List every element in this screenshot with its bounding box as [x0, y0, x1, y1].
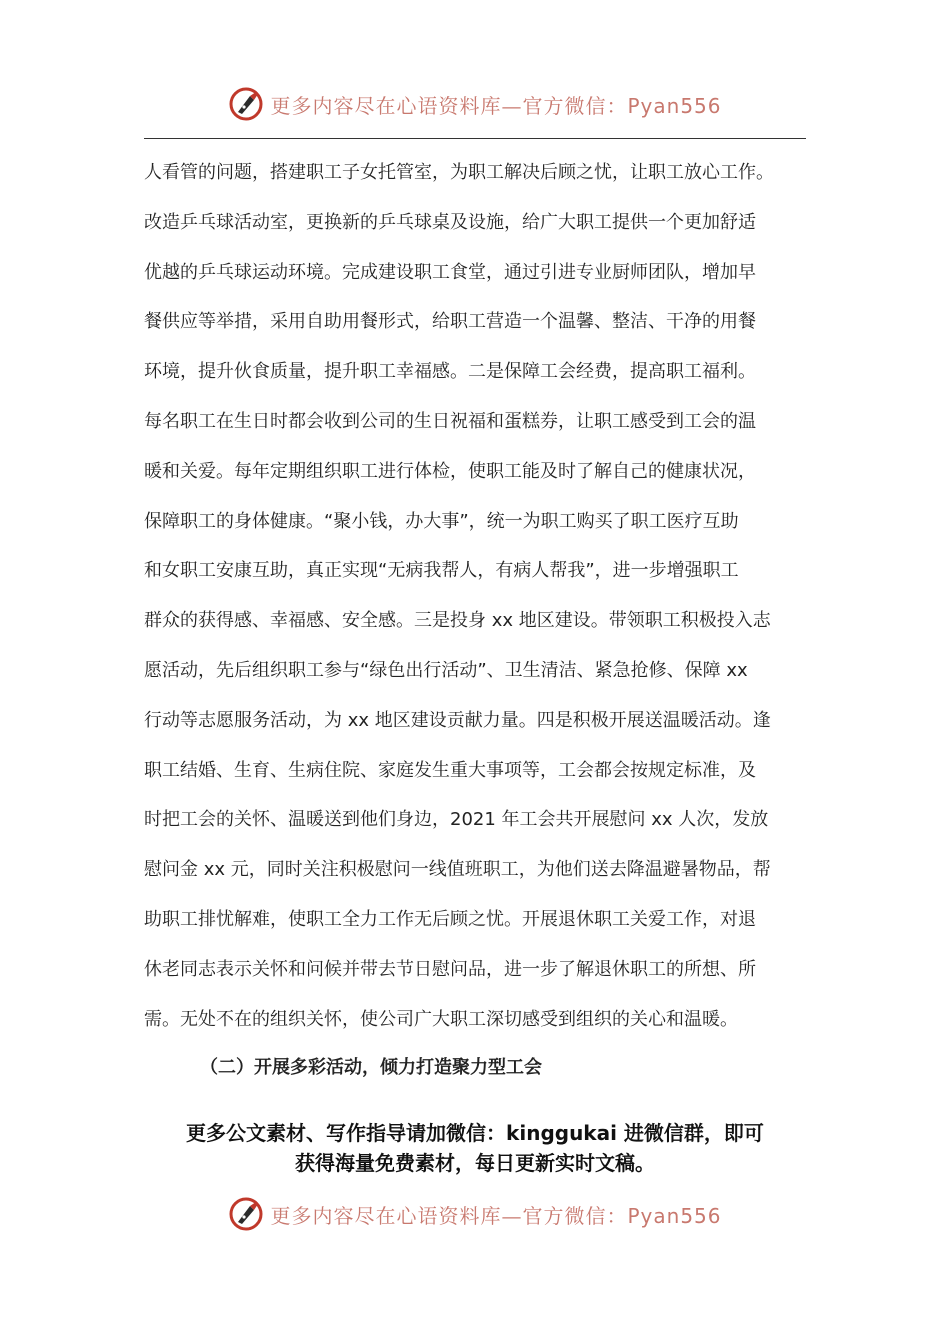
body-line: 暖和关爱。每年定期组织职工进行体检，使职工能及时了解自己的健康状况，	[144, 460, 756, 482]
body-line: 环境，提升伙食质量，提升职工幸福感。二是保障工会经费，提高职工福利。	[144, 361, 756, 383]
header-wechat-id: Pyan556	[627, 93, 722, 118]
body-line: 优越的乒乓球运动环境。完成建设职工食堂，通过引进专业厨师团队，增加早	[144, 261, 756, 283]
body-line: 改造乒乓球活动室，更换新的乒乓球桌及设施，给广大职工提供一个更加舒适	[144, 211, 756, 233]
promo-line-1: 更多公文素材、写作指导请加微信：kinggukai 进微信群，即可	[186, 1121, 764, 1145]
footer-banner	[0, 1192, 950, 1236]
body-line: 休老同志表示关怀和问候并带去节日慰问品，进一步了解退休职工的所想、所	[144, 958, 756, 980]
body-line: 行动等志愿服务活动，为 xx 地区建设贡献力量。四是积极开展送温暖活动。逢	[144, 709, 771, 731]
promo-block	[100, 1118, 850, 1178]
body-line: 慰问金 xx 元，同时关注积极慰问一线值班职工，为他们送去降温避暑物品，帮	[144, 859, 771, 881]
body-paragraph	[144, 148, 806, 1044]
header-banner	[0, 82, 950, 126]
header-banner-text: 更多内容尽在心语资料库—官方微信：Pyan556	[270, 93, 722, 118]
section-heading: （二）开展多彩活动，倾力打造聚力型工会	[200, 1057, 542, 1078]
header-divider	[144, 138, 806, 139]
promo-line-2: 获得海量免费素材，每日更新实时文稿。	[295, 1151, 655, 1175]
footer-wechat-id: Pyan556	[627, 1203, 722, 1228]
footer-banner-text: 更多内容尽在心语资料库—官方微信：Pyan556	[270, 1203, 722, 1228]
body-line: 人看管的问题，搭建职工子女托管室，为职工解决后顾之忧，让职工放心工作。	[144, 162, 774, 183]
pen-nib-circle-icon	[228, 1196, 264, 1232]
body-line: 保障职工的身体健康。“聚小钱，办大事”，统一为职工购买了职工医疗互助	[144, 510, 739, 532]
body-line: 助职工排忧解难，使职工全力工作无后顾之忧。开展退休职工关爱工作，对退	[144, 908, 756, 930]
body-line: 和女职工安康互助，真正实现“无病我帮人，有病人帮我”，进一步增强职工	[144, 560, 739, 582]
body-line: 时把工会的关怀、温暖送到他们身边，2021 年工会共开展慰问 xx 人次，发放	[144, 809, 769, 831]
pen-nib-circle-icon	[228, 86, 264, 122]
body-line: 餐供应等举措，采用自助用餐形式，给职工营造一个温馨、整洁、干净的用餐	[144, 311, 756, 333]
body-line: 群众的获得感、幸福感、安全感。三是投身 xx 地区建设。带领职工积极投入志	[144, 610, 771, 632]
body-line: 需。无处不在的组织关怀，使公司广大职工深切感受到组织的关心和温暖。	[144, 1008, 738, 1030]
body-line: 愿活动，先后组织职工参与“绿色出行活动”、卫生清洁、紧急抢修、保障 xx	[144, 659, 748, 681]
body-line: 每名职工在生日时都会收到公司的生日祝福和蛋糕券，让职工感受到工会的温	[144, 410, 756, 432]
body-line: 职工结婚、生育、生病住院、家庭发生重大事项等，工会都会按规定标准，及	[144, 759, 756, 781]
